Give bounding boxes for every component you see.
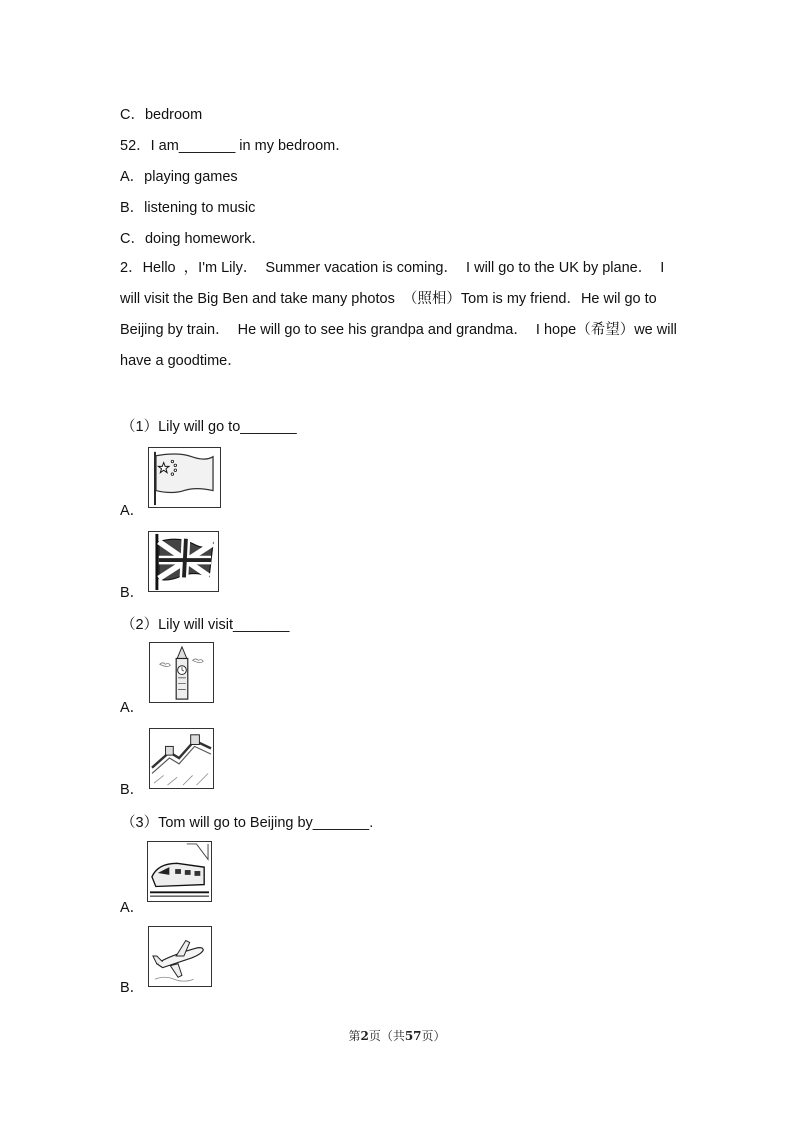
passage-line — [120, 253, 680, 284]
footer-suffix: 页） — [421, 1029, 446, 1043]
question-52-option-c: C．doing homework． — [120, 231, 266, 247]
passage-line-2: will visit the Big Ben and take many photos （照相）Tom is my friend．He wil go to — [120, 291, 657, 307]
big-ben-icon — [149, 642, 214, 703]
sub-question-1-option-a-label: A． — [120, 503, 145, 519]
passage-line — [120, 315, 680, 346]
sub-question-3-stem: （3）Tom will go to Beijing by_______. — [121, 815, 374, 831]
question-52-stem: 52．I am_______ in my bedroom． — [120, 138, 350, 154]
sub-question-1-option-b-label: B． — [120, 585, 145, 601]
china-flag-icon — [148, 447, 221, 508]
train-icon — [147, 841, 212, 902]
airplane-icon — [148, 926, 212, 987]
reading-passage — [120, 253, 680, 377]
question-52-option-b: B．listening to music — [120, 200, 256, 216]
passage-line-4: have a goodtime． — [120, 353, 242, 369]
footer-page-number: 2 — [360, 1029, 369, 1043]
sub-question-2-option-a-label: A． — [120, 700, 145, 716]
page-footer — [0, 1027, 794, 1044]
great-wall-icon — [149, 728, 214, 789]
passage-line — [120, 346, 680, 377]
question-51-option-c: C．bedroom — [120, 107, 203, 123]
uk-flag-icon — [148, 531, 219, 592]
passage-line-1: Hello ，I'm Lily． Summer vacation is coming． I will go to the UK by plane． I — [142, 260, 665, 276]
passage-number: 2． — [120, 260, 143, 276]
sub-question-2-stem: （2）Lily will visit_______ — [121, 617, 290, 633]
footer-total-pages: 57 — [404, 1029, 422, 1043]
question-52-option-a: A．playing games — [120, 169, 238, 185]
footer-middle: 页（共 — [368, 1029, 405, 1043]
passage-line-3: Beijing by train． He will go to see his grandpa and grandma． I hope（希望）we will — [120, 322, 677, 338]
sub-question-3-option-b-label: B． — [120, 980, 145, 996]
sub-question-1-stem: （1）Lily will go to_______ — [121, 419, 297, 435]
passage-line — [120, 284, 680, 315]
sub-question-3-option-a-label: A． — [120, 900, 145, 916]
footer-prefix: 第 — [348, 1029, 361, 1043]
sub-question-2-option-b-label: B． — [120, 782, 145, 798]
